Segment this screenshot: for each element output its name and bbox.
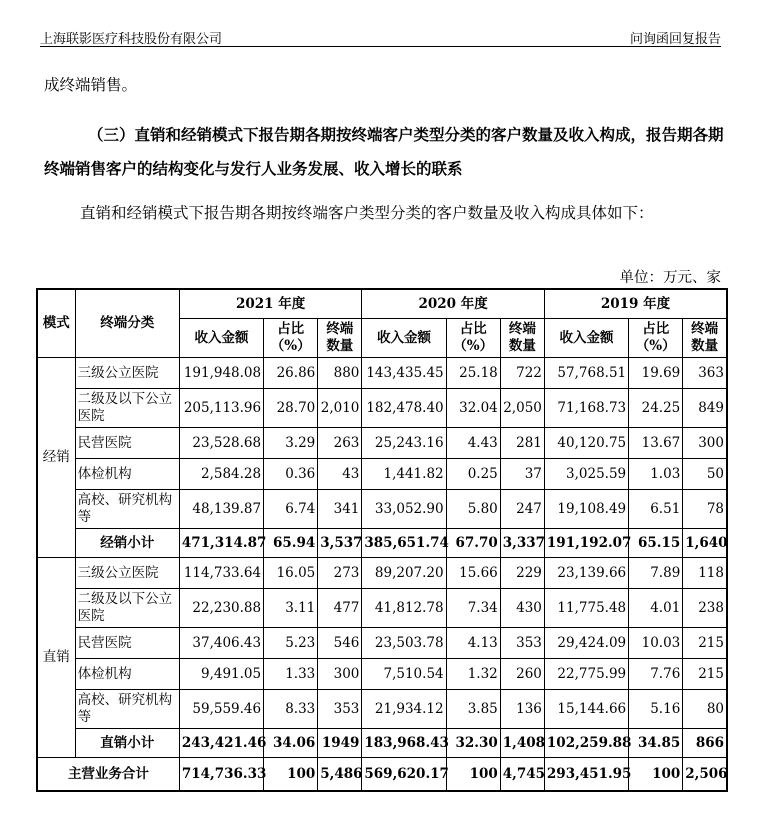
total-label: 主营业务合计 — [37, 758, 179, 792]
value-cell: 4.13 — [446, 628, 500, 659]
value-cell: 41,812.78 — [362, 589, 446, 628]
intro-paragraph: 直销和经销模式下报告期各期按终端客户类型分类的客户数量及收入构成具体如下： — [80, 204, 654, 222]
value-cell: 7.34 — [446, 589, 500, 628]
value-cell: 37,406.43 — [179, 628, 263, 659]
col-header-count: 终端数量 — [500, 319, 544, 358]
value-cell: 238 — [683, 589, 727, 628]
value-cell: 205,113.96 — [179, 389, 263, 428]
value-cell: 16.05 — [264, 558, 318, 589]
value-cell: 29,424.09 — [544, 628, 628, 659]
col-header-mode: 模式 — [37, 289, 75, 358]
value-cell: 10.03 — [629, 628, 683, 659]
subtotal-value: 102,259.88 — [544, 729, 628, 758]
mode-cell: 直销 — [37, 558, 75, 758]
value-cell: 50 — [683, 459, 727, 490]
subtotal-value: 1949 — [318, 729, 362, 758]
page-header — [40, 24, 721, 47]
value-cell: 11,775.48 — [544, 589, 628, 628]
col-header-year: 2020 年度 — [362, 289, 545, 319]
value-cell: 15,144.66 — [544, 690, 628, 729]
col-header-year: 2019 年度 — [544, 289, 727, 319]
table-row — [37, 558, 727, 589]
subtotal-value: 65.94 — [264, 529, 318, 558]
value-cell: 40,120.75 — [544, 428, 628, 459]
value-cell: 28.70 — [264, 389, 318, 428]
table-row — [37, 389, 727, 428]
col-header-ratio: 占比（%） — [264, 319, 318, 358]
value-cell: 4.01 — [629, 589, 683, 628]
category-cell: 三级公立医院 — [75, 558, 179, 589]
subtotal-value: 32.30 — [446, 729, 500, 758]
value-cell: 24.25 — [629, 389, 683, 428]
value-cell: 9,491.05 — [179, 659, 263, 690]
category-cell: 二级及以下公立医院 — [75, 589, 179, 628]
value-cell: 118 — [683, 558, 727, 589]
total-value: 2,506 — [683, 758, 727, 792]
total-value: 714,736.33 — [179, 758, 263, 792]
value-cell: 229 — [500, 558, 544, 589]
subtotal-value: 385,651.74 — [362, 529, 446, 558]
section-heading: （三）直销和经销模式下报告期各期按终端客户类型分类的客户数量及收入构成，报告期各期终端销售客户的结构变化与发行人业务发展、收入增长的联系 — [44, 125, 724, 178]
value-cell: 25,243.16 — [362, 428, 446, 459]
category-cell: 三级公立医院 — [75, 358, 179, 389]
value-cell: 260 — [500, 659, 544, 690]
value-cell: 8.33 — [264, 690, 318, 729]
subtotal-value: 183,968.43 — [362, 729, 446, 758]
value-cell: 273 — [318, 558, 362, 589]
col-header-year: 2021 年度 — [179, 289, 362, 319]
table-row — [37, 589, 727, 628]
total-value: 569,620.17 — [362, 758, 446, 792]
value-cell: 182,478.40 — [362, 389, 446, 428]
subtotal-value: 1,640 — [683, 529, 727, 558]
value-cell: 5.23 — [264, 628, 318, 659]
value-cell: 25.18 — [446, 358, 500, 389]
value-cell: 33,052.90 — [362, 490, 446, 529]
subtotal-value: 866 — [683, 729, 727, 758]
value-cell: 22,230.88 — [179, 589, 263, 628]
value-cell: 6.51 — [629, 490, 683, 529]
value-cell: 2,010 — [318, 389, 362, 428]
value-cell: 15.66 — [446, 558, 500, 589]
value-cell: 57,768.51 — [544, 358, 628, 389]
value-cell: 80 — [683, 690, 727, 729]
value-cell: 263 — [318, 428, 362, 459]
value-cell: 5.16 — [629, 690, 683, 729]
value-cell: 722 — [500, 358, 544, 389]
value-cell: 2,050 — [500, 389, 544, 428]
value-cell: 363 — [683, 358, 727, 389]
value-cell: 114,733.64 — [179, 558, 263, 589]
mode-cell: 经销 — [37, 358, 75, 558]
paragraph-continuation: 成终端销售。 — [44, 76, 138, 94]
table-row — [37, 428, 727, 459]
value-cell: 880 — [318, 358, 362, 389]
customer-revenue-table — [36, 288, 728, 792]
subtotal-value: 191,192.07 — [544, 529, 628, 558]
value-cell: 37 — [500, 459, 544, 490]
subtotal-value: 34.85 — [629, 729, 683, 758]
value-cell: 300 — [683, 428, 727, 459]
value-cell: 3.85 — [446, 690, 500, 729]
header-row-years — [37, 289, 727, 319]
subtotal-label: 直销小计 — [75, 729, 179, 758]
table-row — [37, 459, 727, 490]
total-value: 293,451.95 — [544, 758, 628, 792]
table-row — [37, 628, 727, 659]
category-cell: 高校、研究机构等 — [75, 690, 179, 729]
value-cell: 19.69 — [629, 358, 683, 389]
category-cell: 体检机构 — [75, 459, 179, 490]
subtotal-value: 34.06 — [264, 729, 318, 758]
col-header-ratio: 占比（%） — [446, 319, 500, 358]
value-cell: 78 — [683, 490, 727, 529]
value-cell: 23,528.68 — [179, 428, 263, 459]
value-cell: 22,775.99 — [544, 659, 628, 690]
value-cell: 1,441.82 — [362, 459, 446, 490]
subtotal-value: 243,421.46 — [179, 729, 263, 758]
subtotal-value: 3,337 — [500, 529, 544, 558]
value-cell: 48,139.87 — [179, 490, 263, 529]
value-cell: 3.11 — [264, 589, 318, 628]
value-cell: 0.25 — [446, 459, 500, 490]
subtotal-value: 65.15 — [629, 529, 683, 558]
total-value: 100 — [629, 758, 683, 792]
value-cell: 191,948.08 — [179, 358, 263, 389]
col-header-amount: 收入金额 — [362, 319, 446, 358]
table-row — [37, 358, 727, 389]
total-value: 100 — [446, 758, 500, 792]
value-cell: 430 — [500, 589, 544, 628]
category-cell: 二级及以下公立医院 — [75, 389, 179, 428]
subtotal-value: 3,537 — [318, 529, 362, 558]
table-row — [37, 490, 727, 529]
table-row — [37, 690, 727, 729]
category-cell: 体检机构 — [75, 659, 179, 690]
value-cell: 136 — [500, 690, 544, 729]
value-cell: 477 — [318, 589, 362, 628]
total-row — [37, 758, 727, 792]
value-cell: 13.67 — [629, 428, 683, 459]
value-cell: 32.04 — [446, 389, 500, 428]
document-type: 问询函回复报告 — [629, 32, 721, 47]
value-cell: 5.80 — [446, 490, 500, 529]
value-cell: 353 — [318, 690, 362, 729]
value-cell: 59,559.46 — [179, 690, 263, 729]
subtotal-value: 67.70 — [446, 529, 500, 558]
value-cell: 4.43 — [446, 428, 500, 459]
value-cell: 3,025.59 — [544, 459, 628, 490]
value-cell: 1.32 — [446, 659, 500, 690]
subtotal-row — [37, 529, 727, 558]
company-name: 上海联影医疗科技股份有限公司 — [40, 32, 223, 47]
value-cell: 7.89 — [629, 558, 683, 589]
value-cell: 341 — [318, 490, 362, 529]
value-cell: 3.29 — [264, 428, 318, 459]
value-cell: 26.86 — [264, 358, 318, 389]
value-cell: 23,139.66 — [544, 558, 628, 589]
value-cell: 6.74 — [264, 490, 318, 529]
subtotal-value: 1,408 — [500, 729, 544, 758]
value-cell: 215 — [683, 628, 727, 659]
value-cell: 1.33 — [264, 659, 318, 690]
col-header-category: 终端分类 — [75, 289, 179, 358]
category-cell: 民营医院 — [75, 428, 179, 459]
value-cell: 281 — [500, 428, 544, 459]
value-cell: 215 — [683, 659, 727, 690]
total-value: 4,745 — [500, 758, 544, 792]
category-cell: 民营医院 — [75, 628, 179, 659]
col-header-ratio: 占比（%） — [629, 319, 683, 358]
col-header-amount: 收入金额 — [179, 319, 263, 358]
value-cell: 1.03 — [629, 459, 683, 490]
value-cell: 21,934.12 — [362, 690, 446, 729]
value-cell: 71,168.73 — [544, 389, 628, 428]
table-row — [37, 659, 727, 690]
value-cell: 7.76 — [629, 659, 683, 690]
subtotal-label: 经销小计 — [75, 529, 179, 558]
unit-note: 单位：万元、家 — [619, 270, 721, 286]
category-cell: 高校、研究机构等 — [75, 490, 179, 529]
value-cell: 143,435.45 — [362, 358, 446, 389]
col-header-count: 终端数量 — [683, 319, 727, 358]
value-cell: 0.36 — [264, 459, 318, 490]
value-cell: 23,503.78 — [362, 628, 446, 659]
value-cell: 247 — [500, 490, 544, 529]
value-cell: 849 — [683, 389, 727, 428]
col-header-amount: 收入金额 — [544, 319, 628, 358]
value-cell: 7,510.54 — [362, 659, 446, 690]
subtotal-row — [37, 729, 727, 758]
value-cell: 2,584.28 — [179, 459, 263, 490]
value-cell: 43 — [318, 459, 362, 490]
value-cell: 300 — [318, 659, 362, 690]
value-cell: 353 — [500, 628, 544, 659]
value-cell: 546 — [318, 628, 362, 659]
total-value: 5,486 — [318, 758, 362, 792]
total-value: 100 — [264, 758, 318, 792]
value-cell: 19,108.49 — [544, 490, 628, 529]
subtotal-value: 471,314.87 — [179, 529, 263, 558]
value-cell: 89,207.20 — [362, 558, 446, 589]
col-header-count: 终端数量 — [318, 319, 362, 358]
